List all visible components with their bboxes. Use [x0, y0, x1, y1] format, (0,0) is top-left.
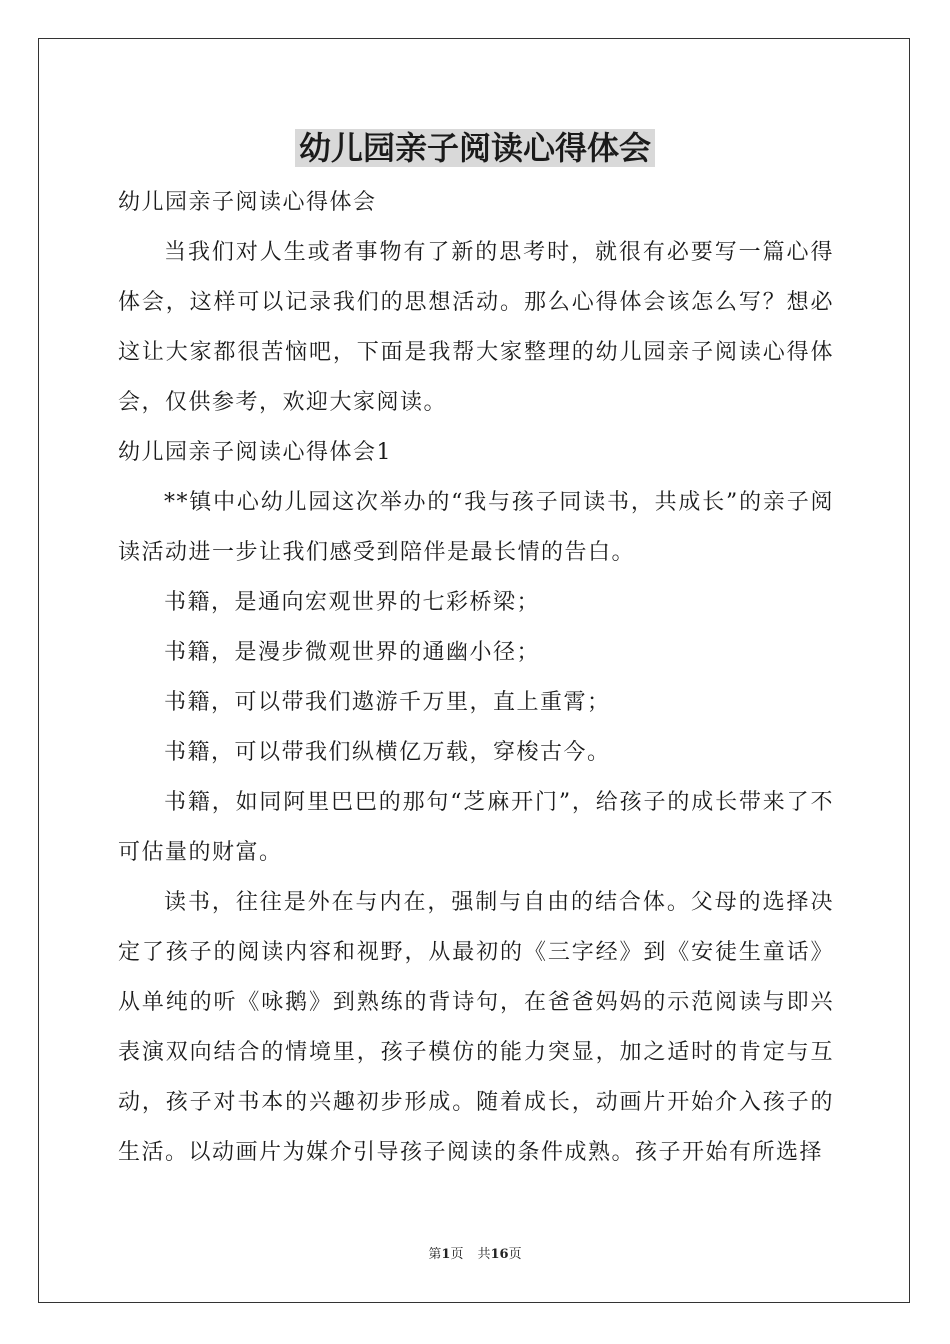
paragraph: 书籍，可以带我们纵横亿万载，穿梭古今。 — [164, 740, 611, 765]
page-prefix: 第 — [428, 1247, 442, 1262]
document-title — [0, 128, 950, 168]
paragraph: 书籍，是通向宏观世界的七彩桥梁； — [164, 590, 541, 615]
paragraph: **镇中心幼儿园这次举办的“我与孩子同读书，共成长”的亲子阅读活动进一步让我们感受到陪伴是最长情的告白。 — [118, 490, 834, 565]
document-body — [118, 178, 834, 1178]
paragraph: 书籍，可以带我们遨游千万里，直上重霄； — [164, 690, 611, 715]
document-title-text: 幼儿园亲子阅读心得体会 — [295, 129, 655, 167]
paragraph: 读书，往往是外在与内在，强制与自由的结合体。父母的选择决定了孩子的阅读内容和视野，从最初的《三字经》到《安徒生童话》从单纯的听《咏鹅》到熟练的背诗句，在爸爸妈妈的示范阅读与即兴表演双向结合的情境里，孩子模仿的能力突显，加之适时的肯定与互动，孩子对书本的兴趣初步形成。随着成长，动画片开始介入孩子的生活。以动画片为媒介引导孩子阅读的条件成熟。孩子开始有所选择 — [118, 890, 834, 1165]
total-suffix: 页 — [508, 1247, 522, 1262]
total-pages: 16 — [490, 1247, 509, 1262]
paragraph-intro: 当我们对人生或者事物有了新的思考时，就很有必要写一篇心得体会，这样可以记录我们的思想活动。那么心得体会该怎么写？想必这让大家都很苦恼吧，下面是我帮大家整理的幼儿园亲子阅读心得体会，仅供参考，欢迎大家阅读。 — [118, 240, 834, 415]
section-heading: 幼儿园亲子阅读心得体会1 — [118, 440, 392, 465]
paragraph: 书籍，如同阿里巴巴的那句“芝麻开门”，给孩子的成长带来了不可估量的财富。 — [118, 790, 834, 865]
page-suffix: 页 — [450, 1247, 464, 1262]
page-footer — [0, 1246, 950, 1264]
paragraph: 书籍，是漫步微观世界的通幽小径； — [164, 640, 541, 665]
paragraph-subtitle: 幼儿园亲子阅读心得体会 — [118, 190, 377, 215]
total-prefix: 共 — [477, 1247, 491, 1262]
page-number: 1 — [441, 1247, 451, 1262]
